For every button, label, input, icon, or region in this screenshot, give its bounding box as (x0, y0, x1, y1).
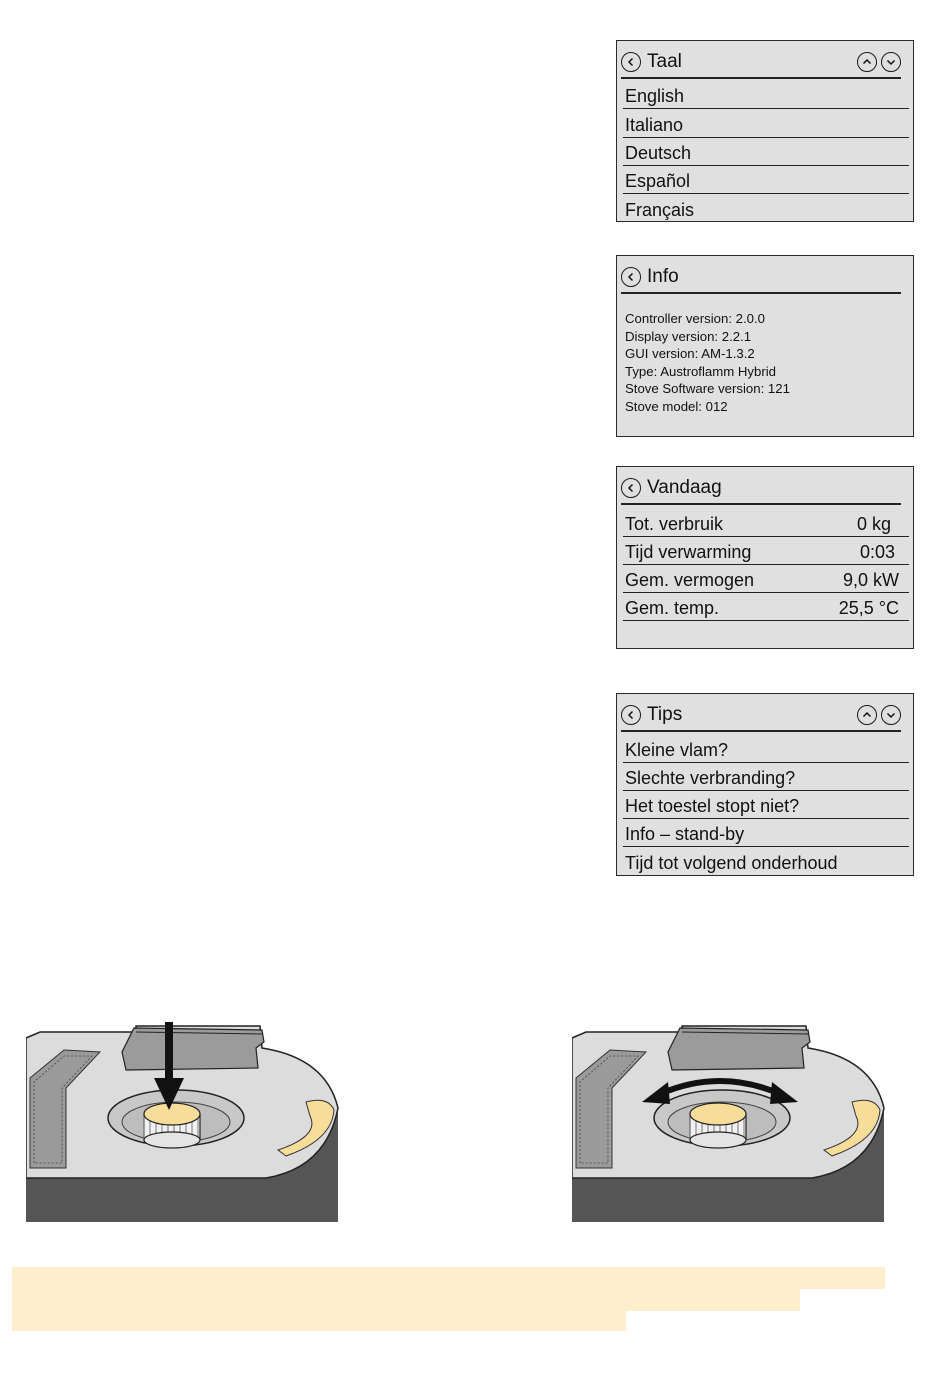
scroll-down-button[interactable] (881, 52, 901, 72)
knob-top (690, 1103, 746, 1125)
controller-version: Controller version: 2.0.0 (625, 311, 766, 326)
tips-panel-header (621, 700, 901, 732)
chevron-left-icon (626, 710, 636, 720)
info-panel (616, 255, 914, 437)
panel-title: Tips (647, 704, 683, 725)
chevron-left-icon (626, 483, 636, 493)
menu-item-english[interactable]: English (623, 81, 909, 109)
menu-item-francais[interactable]: Français (625, 200, 695, 220)
stat-row: Tijd verwarming 0:03 (623, 537, 909, 565)
menu-item-italiano[interactable]: Italiano (623, 110, 909, 138)
chevron-down-icon (886, 57, 896, 67)
gui-version: GUI version: AM-1.3.2 (625, 346, 755, 361)
back-button[interactable] (621, 478, 641, 498)
note-highlight (12, 1289, 800, 1311)
back-button[interactable] (621, 52, 641, 72)
note-highlight (12, 1267, 885, 1289)
today-panel-header (621, 473, 901, 505)
chevron-down-icon (886, 710, 896, 720)
today-panel (616, 466, 914, 649)
stat-row: Gem. temp. 25,5 °C (623, 593, 909, 621)
chevron-left-icon (626, 272, 636, 282)
stove-knob-rotate-illustration (572, 1018, 886, 1222)
stove-knob-press-illustration (26, 1018, 340, 1222)
info-panel-header (621, 262, 901, 294)
info-text (625, 310, 790, 415)
scroll-up-button[interactable] (857, 705, 877, 725)
knob-top (144, 1103, 200, 1125)
menu-item-tip[interactable]: Kleine vlam? (623, 735, 909, 763)
menu-item-tip[interactable]: Slechte verbranding? (623, 763, 909, 791)
stove-software-version: Stove Software version: 121 (625, 381, 790, 396)
stove-model: Stove model: 012 (625, 398, 728, 414)
note-highlight (12, 1311, 626, 1331)
display-version: Display version: 2.2.1 (625, 328, 752, 344)
menu-item-tip[interactable]: Het toestel stopt niet? (623, 791, 909, 819)
panel-title: Info (647, 266, 679, 287)
back-button[interactable] (621, 267, 641, 287)
stat-row: Tot. verbruik 0 kg (623, 509, 909, 537)
menu-item-tip[interactable]: Info – stand-by (623, 819, 909, 847)
back-button[interactable] (621, 705, 641, 725)
scroll-down-button[interactable] (881, 705, 901, 725)
chevron-up-icon (862, 710, 872, 720)
menu-item-espanol[interactable]: Español (623, 166, 909, 194)
panel-title: Vandaag (647, 477, 722, 498)
stove-type: Type: Austroflamm Hybrid (625, 363, 776, 379)
scroll-up-button[interactable] (857, 52, 877, 72)
tips-panel (616, 693, 914, 876)
language-panel (616, 40, 914, 222)
chevron-up-icon (862, 57, 872, 67)
chevron-left-icon (626, 57, 636, 67)
stat-row: Gem. vermogen 9,0 kW (623, 565, 909, 593)
menu-item-tip[interactable]: Tijd tot volgend onderhoud (625, 853, 838, 873)
language-panel-header (621, 47, 901, 79)
panel-title: Taal (647, 51, 682, 72)
menu-item-deutsch[interactable]: Deutsch (623, 138, 909, 166)
